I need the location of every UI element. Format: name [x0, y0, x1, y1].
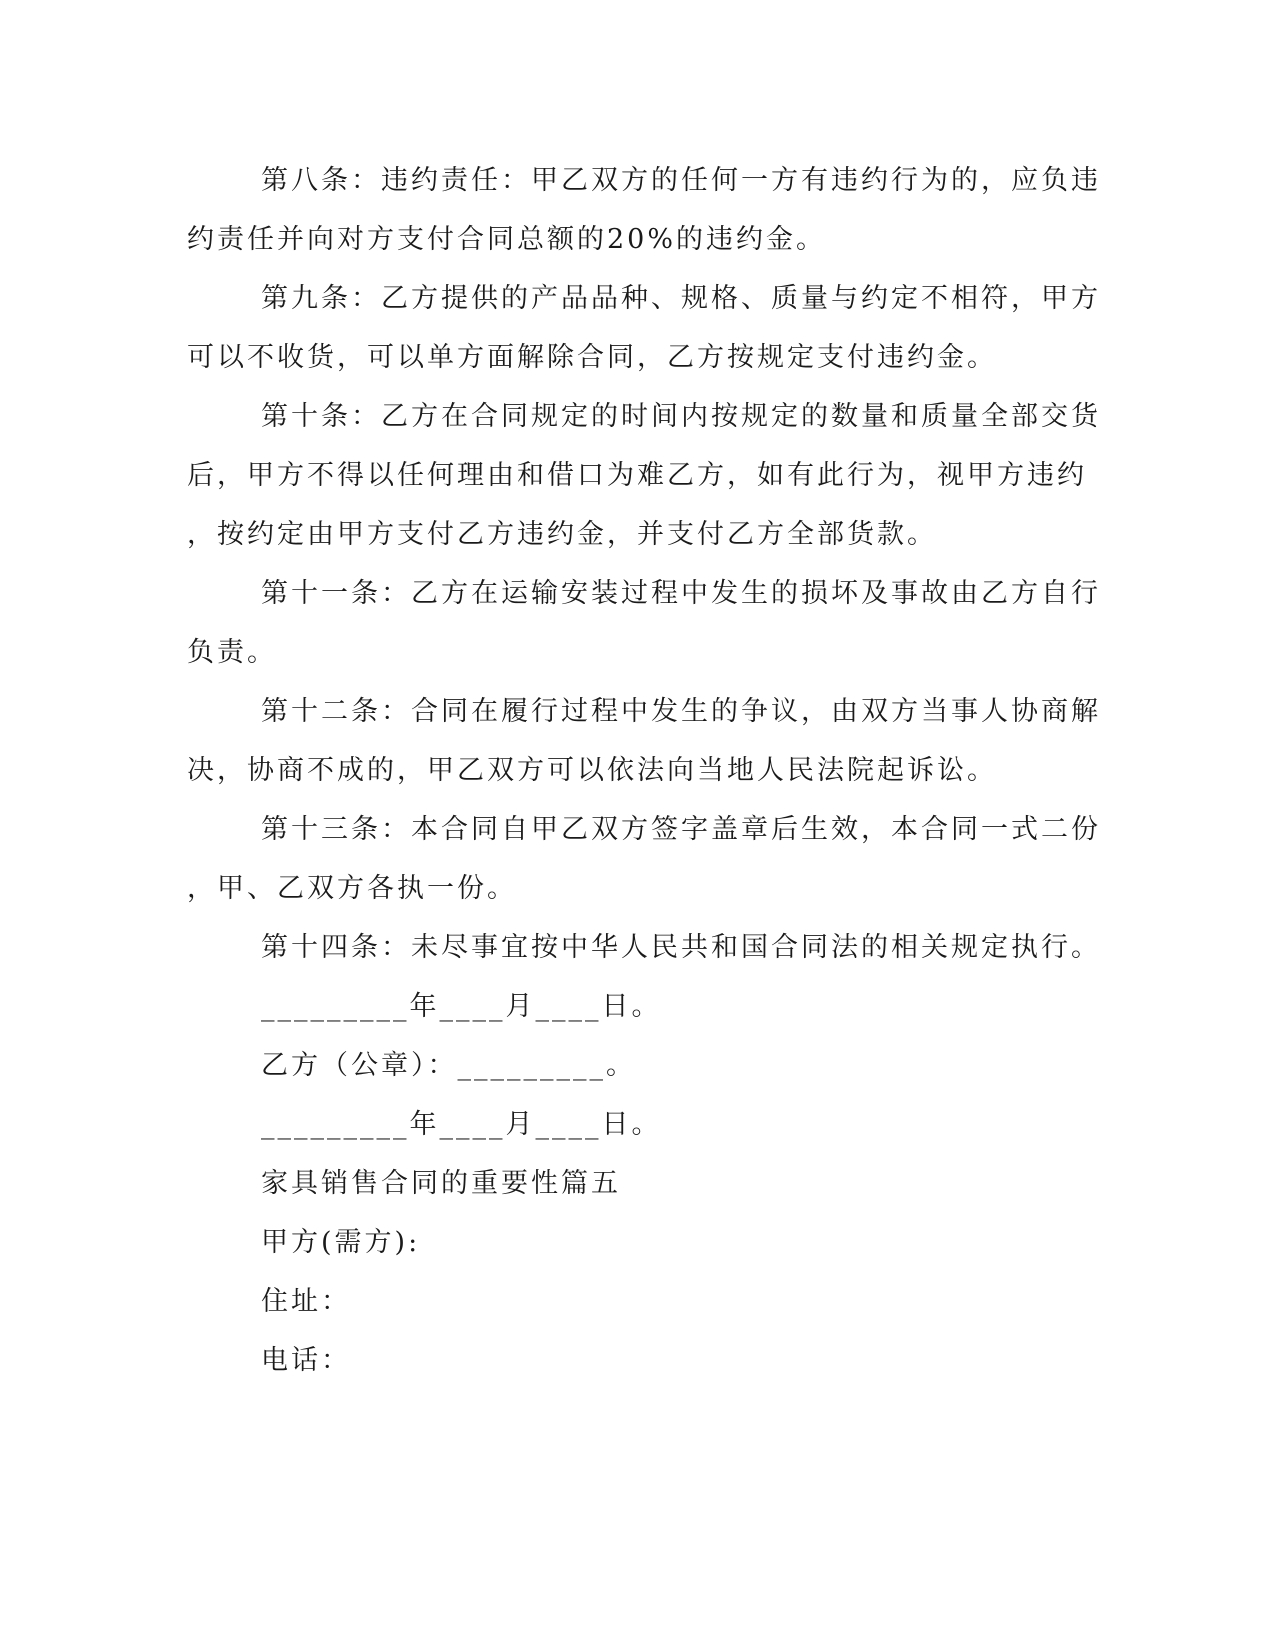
clause-12-line-2: 决，协商不成的，甲乙双方可以依法向当地人民法院起诉讼。 [187, 755, 997, 786]
date-line-2: _________年____月____日。 [261, 1109, 662, 1140]
clause-14-line: 第十四条：未尽事宜按中华人民共和国合同法的相关规定执行。 [261, 932, 1101, 963]
party-b-seal-line: 乙方（公章）：_________。 [261, 1050, 636, 1081]
clause-13-line-2: ，甲、乙双方各执一份。 [187, 873, 517, 904]
clause-10-line-2: 后，甲方不得以任何理由和借口为难乙方，如有此行为，视甲方违约 [187, 460, 1087, 491]
clause-13-line-1: 第十三条：本合同自甲乙双方签字盖章后生效，本合同一式二份 [261, 814, 1101, 845]
clause-10-line-3: ，按约定由甲方支付乙方违约金，并支付乙方全部货款。 [187, 519, 937, 550]
clause-11-line-2: 负责。 [187, 637, 277, 668]
phone-label: 电话： [261, 1345, 351, 1376]
clause-9-line-1: 第九条：乙方提供的产品品种、规格、质量与约定不相符，甲方 [261, 283, 1101, 314]
date-line-1: _________年____月____日。 [261, 991, 662, 1022]
clause-8-line-2: 约责任并向对方支付合同总额的20%的违约金。 [187, 224, 827, 255]
clause-10-line-1: 第十条：乙方在合同规定的时间内按规定的数量和质量全部交货 [261, 401, 1101, 432]
clause-9-line-2: 可以不收货，可以单方面解除合同，乙方按规定支付违约金。 [187, 342, 997, 373]
clause-12-line-1: 第十二条：合同在履行过程中发生的争议，由双方当事人协商解 [261, 696, 1101, 727]
address-label: 住址： [261, 1286, 351, 1317]
party-a-label: 甲方(需方): [261, 1227, 421, 1258]
clause-11-line-1: 第十一条：乙方在运输安装过程中发生的损坏及事故由乙方自行 [261, 578, 1101, 609]
clause-8-line-1: 第八条：违约责任：甲乙双方的任何一方有违约行为的，应负违 [261, 165, 1101, 196]
section-heading: 家具销售合同的重要性篇五 [261, 1168, 621, 1199]
